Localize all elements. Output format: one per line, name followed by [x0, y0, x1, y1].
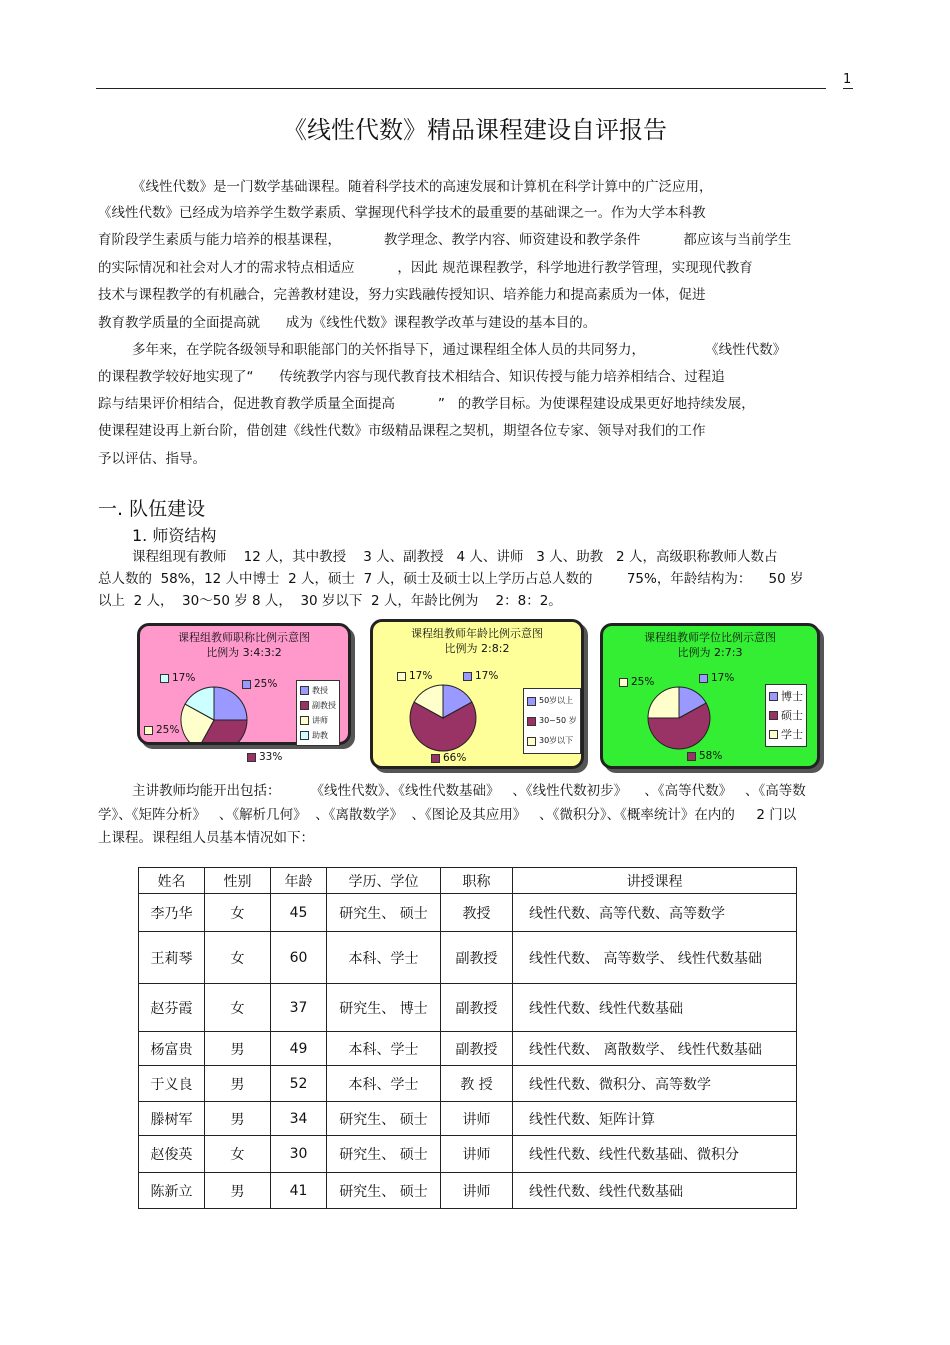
intro-line: 教育教学质量的全面提高就 成为《线性代数》课程教学改革与建设的基本目的。: [98, 315, 597, 331]
table-cell: 赵芬霞: [139, 984, 205, 1032]
chart-subtitle: 比例为 2:8:2: [444, 642, 510, 655]
table-cell: 讲师: [441, 1102, 513, 1136]
table-cell: 女: [205, 932, 271, 984]
column-header: 性别: [205, 868, 271, 894]
table-cell: 线性代数、线性代数基础、微积分: [513, 1136, 797, 1173]
table-cell: 49: [271, 1032, 327, 1066]
table-cell: 研究生、 硕士: [327, 894, 441, 932]
table-cell: 于义良: [139, 1066, 205, 1102]
table-row: [139, 1173, 797, 1209]
chart-title: 课程组教师年龄比例示意图: [411, 627, 543, 640]
table-cell: 41: [271, 1173, 327, 1209]
pie-slice: [214, 687, 247, 720]
legend-item: 副教授: [300, 698, 336, 713]
table-cell: 男: [205, 1173, 271, 1209]
table-cell: 教授: [441, 894, 513, 932]
chart-title: 课程组教师学位比例示意图: [644, 631, 776, 644]
slice-label: 25%: [144, 724, 179, 736]
table-cell: 线性代数、 高等数学、 线性代数基础: [513, 932, 797, 984]
table-cell: 教 授: [441, 1066, 513, 1102]
legend-item: 讲师: [300, 713, 336, 728]
header-rule-tick: [843, 88, 853, 89]
legend-item: 助教: [300, 728, 336, 743]
chart-legend: [523, 688, 581, 754]
faculty-line: 课程组现有教师 12 人，其中教授 3 人、副教授 4 人、讲师 3 人、助教 2 人，高级职称教师人数占: [132, 549, 778, 565]
table-cell: 本科、学士: [327, 932, 441, 984]
table-cell: 线性代数、高等代数、高等数学: [513, 894, 797, 932]
table-cell: 45: [271, 894, 327, 932]
table-cell: 研究生、 硕士: [327, 1102, 441, 1136]
table-cell: 60: [271, 932, 327, 984]
table-row: [139, 894, 797, 932]
table-cell: 30: [271, 1136, 327, 1173]
courses-line: 上课程。课程组人员基本情况如下：: [98, 830, 314, 846]
table-cell: 滕树军: [139, 1102, 205, 1136]
chart-legend: [765, 684, 807, 747]
faculty-line: 以上 2 人， 30～50 岁 8 人， 30 岁以下 2 人，年龄比例为 2：8：2。: [98, 593, 562, 609]
table-cell: 副教授: [441, 932, 513, 984]
legend-item: 学士: [769, 725, 803, 744]
column-header: 职称: [441, 868, 513, 894]
slice-label: 58%: [687, 750, 722, 762]
table-cell: 副教授: [441, 984, 513, 1032]
slice-label: 17%: [160, 672, 195, 684]
slice-label: 17%: [397, 670, 432, 682]
intro-line: 使课程建设再上新台阶，借创建《线性代数》市级精品课程之契机，期望各位专家、领导对我们的工作: [98, 423, 706, 439]
table-cell: 讲师: [441, 1136, 513, 1173]
intro-line: 的实际情况和社会对人才的需求特点相适应 ，因此 规范课程教学，科学地进行教学管理，实现现代教育: [98, 260, 753, 276]
intro-line: 予以评估、指导。: [98, 451, 206, 467]
legend-item: 博士: [769, 687, 803, 706]
legend-item: 50岁以上: [527, 691, 577, 711]
intro-line: 技术与课程教学的有机融合，完善教材建设，努力实践融传授知识、培养能力和提高素质为一体，促进: [98, 287, 706, 303]
intro-line: 《线性代数》是一门数学基础课程。随着科学技术的高速发展和计算机在科学计算中的广泛应用，: [132, 179, 713, 195]
table-row: [139, 1102, 797, 1136]
table-cell: 线性代数、线性代数基础: [513, 1173, 797, 1209]
table-cell: 线性代数、微积分、高等数学: [513, 1066, 797, 1102]
table-cell: 线性代数、线性代数基础: [513, 984, 797, 1032]
table-cell: 研究生、 硕士: [327, 1136, 441, 1173]
column-header: 年龄: [271, 868, 327, 894]
table-cell: 男: [205, 1032, 271, 1066]
staff-table: [138, 867, 797, 1209]
table-cell: 本科、学士: [327, 1032, 441, 1066]
table-cell: 讲师: [441, 1173, 513, 1209]
slice-label: 25%: [619, 676, 654, 688]
faculty-line: 总人数的 58%，12 人中博士 2 人，硕士 7 人，硕士及硕士以上学历占总人数的 75%，年龄结构为： 50 岁: [98, 571, 804, 587]
sub-heading: 1. 师资结构: [132, 526, 217, 545]
slice-label: 17%: [463, 670, 498, 682]
table-cell: 陈新立: [139, 1173, 205, 1209]
table-cell: 研究生、 硕士: [327, 1173, 441, 1209]
table-header-row: [139, 868, 797, 894]
table-cell: 副教授: [441, 1032, 513, 1066]
intro-line: 踪与结果评价相结合，促进教育教学质量全面提高 ” 的教学目标。为使课程建设成果更好地持续发展，: [98, 396, 755, 412]
courses-line: 学》、《矩阵分析》 、《解析几何》 、《离散数学》 、《图论及其应用》 、《微积分》、《概率统计》在内的 2 门以: [98, 807, 797, 823]
page-title: 《线性代数》精品课程建设自评报告: [283, 116, 667, 144]
chart-legend: [296, 680, 340, 746]
table-cell: 李乃华: [139, 894, 205, 932]
table-cell: 线性代数、 离散数学、 线性代数基础: [513, 1032, 797, 1066]
column-header: 学历、学位: [327, 868, 441, 894]
legend-item: 30岁以下: [527, 731, 577, 751]
table-row: [139, 932, 797, 984]
column-header: 讲授课程: [513, 868, 797, 894]
table-cell: 研究生、 博士: [327, 984, 441, 1032]
table-cell: 王莉琴: [139, 932, 205, 984]
intro-line: 《线性代数》已经成为培养学生数学素质、掌握现代科学技术的最重要的基础课之一。作为大学本科教: [98, 205, 706, 221]
table-cell: 本科、学士: [327, 1066, 441, 1102]
legend-item: 教授: [300, 683, 336, 698]
chart-title: 课程组教师职称比例示意图: [178, 631, 310, 644]
pie-slice: [648, 687, 679, 718]
table-row: [139, 1066, 797, 1102]
table-cell: 线性代数、矩阵计算: [513, 1102, 797, 1136]
table-cell: 赵俊英: [139, 1136, 205, 1173]
age-ratio-pie-chart: [370, 619, 584, 769]
header-rule: [96, 88, 826, 89]
legend-item: 硕士: [769, 706, 803, 725]
table-cell: 女: [205, 894, 271, 932]
table-cell: 52: [271, 1066, 327, 1102]
table-cell: 37: [271, 984, 327, 1032]
table-row: [139, 984, 797, 1032]
table-cell: 男: [205, 1102, 271, 1136]
table-cell: 女: [205, 984, 271, 1032]
title-ratio-pie-chart: [137, 623, 351, 763]
table-cell: 女: [205, 1136, 271, 1173]
slice-label: 25%: [242, 678, 277, 690]
degree-ratio-pie-chart: [600, 623, 820, 769]
table-cell: 男: [205, 1066, 271, 1102]
table-cell: 34: [271, 1102, 327, 1136]
courses-line: 主讲教师均能开出包括： 《线性代数》、《线性代数基础》 、《线性代数初步》 、《高等代数》 、《高等数: [132, 783, 806, 799]
legend-item: 30~50 岁: [527, 711, 577, 731]
intro-line: 的课程教学较好地实现了“ 传统教学内容与现代教育技术相结合、知识传授与能力培养相结合、过程追: [98, 369, 725, 385]
chart-subtitle: 比例为 2:7:3: [677, 646, 743, 659]
chart-subtitle: 比例为 3:4:3:2: [206, 646, 282, 659]
section-heading: 一. 队伍建设: [98, 498, 206, 520]
slice-label: 17%: [699, 672, 734, 684]
page-number: 1: [843, 72, 852, 87]
column-header: 姓名: [139, 868, 205, 894]
table-cell: 杨富贵: [139, 1032, 205, 1066]
table-row: [139, 1032, 797, 1066]
slice-label: 33%: [247, 751, 282, 763]
intro-line: 多年来，在学院各级领导和职能部门的关怀指导下，通过课程组全体人员的共同努力， 《线性代数》: [132, 342, 787, 358]
intro-line: 育阶段学生素质与能力培养的根基课程， 教学理念、教学内容、师资建设和教学条件 都应该与当前学生: [98, 232, 792, 248]
slice-label: 66%: [431, 752, 466, 764]
table-row: [139, 1136, 797, 1173]
